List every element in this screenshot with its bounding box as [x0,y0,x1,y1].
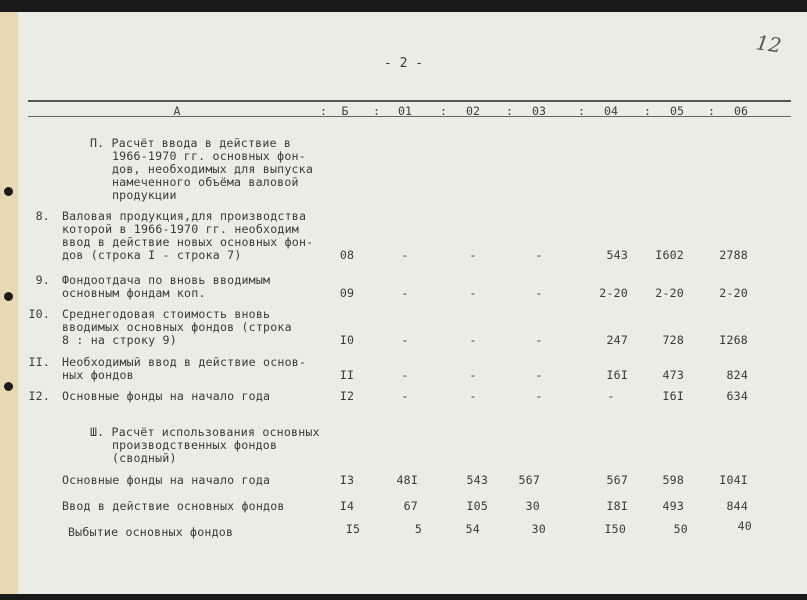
cell-05: 473 [662,368,684,382]
cell-06: 2-20 [719,286,748,300]
column-separator: : [708,104,715,118]
column-header-01: 01 [398,104,412,118]
row-label-line: дов (строка I - строка 7) [62,248,242,262]
cell-02: I05 [466,499,488,513]
cell-02: 543 [466,473,488,487]
row-label-line: основным фондам коп. [62,286,206,300]
row-code: I4 [339,499,355,513]
binding-margin [0,12,18,594]
cell-06: 824 [726,368,748,382]
column-header-02: 02 [466,104,480,118]
cell-04: 543 [606,248,628,262]
handwritten-page-number: 12 [754,30,783,58]
row-label-line: которой в 1966-1970 гг. необходим [62,222,299,236]
column-separator: : [644,104,651,118]
cell-05: 2-20 [655,286,684,300]
cell-05: 728 [662,333,684,347]
cell-01: - [401,389,409,403]
row-label: Ввод в действие основных фондов [62,499,285,513]
table-top-rule [28,100,791,102]
row-code: I0 [339,333,355,347]
row-label-line: Необходимый ввод в действие основ- [62,355,307,369]
row-label-line: вводимых основных фондов (строка [62,320,292,334]
cell-01: - [401,286,409,300]
cell-03: 567 [518,473,540,487]
cell-04: - [607,389,615,403]
column-header-a: А [173,104,181,118]
cell-04: I8I [606,499,628,513]
cell-04: I6I [606,368,628,382]
cell-01: - [401,248,409,262]
row-code: 09 [339,286,355,300]
cell-02: - [469,389,477,403]
column-header-b: Б [341,104,349,118]
column-separator: : [320,104,327,118]
cell-02: - [469,286,477,300]
row-label-line: Основные фонды на начало года [62,389,271,403]
cell-02: - [469,248,477,262]
row-code: II [339,368,355,382]
cell-01: - [401,368,409,382]
row-number: I2. [28,389,50,403]
row-label-line: Среднегодовая стоимость вновь [62,307,271,321]
column-separator: : [373,104,380,118]
row-code: I3 [339,473,355,487]
cell-05: I602 [655,248,684,262]
column-separator: : [506,104,513,118]
row-label-line: ных фондов [62,368,134,382]
row-label: Выбытие основных фондов [68,525,234,539]
punch-hole [4,187,13,196]
cell-04: 2-20 [599,286,628,300]
cell-01: 48I [396,473,418,487]
cell-06: 844 [726,499,748,513]
cell-03: - [535,286,543,300]
cell-03: - [535,248,543,262]
cell-03: - [535,368,543,382]
column-header-06: 06 [734,104,748,118]
cell-06: 634 [726,389,748,403]
row-code: 08 [339,248,355,262]
punch-hole [4,292,13,301]
cell-06: 40 [737,519,752,533]
row-code: I2 [339,389,355,403]
cell-02: - [469,368,477,382]
cell-03: 30 [531,522,546,536]
cell-06: 2788 [719,248,748,262]
cell-05: 493 [662,499,684,513]
cell-02: - [469,333,477,347]
cell-06: I04I [719,473,748,487]
column-separator: : [440,104,447,118]
row-label-line: ввод в действие новых основных фон- [62,235,314,249]
cell-03: - [535,333,543,347]
cell-06: I268 [719,333,748,347]
cell-03: - [535,389,543,403]
row-label: Основные фонды на начало года [62,473,271,487]
column-separator: : [578,104,585,118]
cell-04: I50 [604,522,626,536]
cell-04: 567 [606,473,628,487]
cell-02: 54 [465,522,480,536]
cell-05: I6I [662,389,684,403]
row-number: I0. [28,307,50,321]
cell-05: 598 [662,473,684,487]
cell-04: 247 [606,333,628,347]
row-number: II. [28,355,50,369]
row-number: 8. [35,209,50,223]
cell-01: 67 [403,499,418,513]
cell-01: - [401,333,409,347]
row-label-line: Валовая продукция,для производства [62,209,307,223]
cell-05: 50 [673,522,688,536]
row-number: 9. [35,273,50,287]
column-header-03: 03 [532,104,546,118]
document-page: - 2 - 12 А Б 01 02 03 04 05 06 : : : : : : : П. Расчёт ввода в действие в 1966-1970 гг. основных фон- дов, необходимых для выпуска намеченного объёма валовой продукции 8. Валовая продукция,для производства которой в 1966-1970 гг. необходим ввод в действие новых основных фон- дов (строка I - строка 7) 08 - - - 543 I602 2788 9. Фондоотдача по вновь вводимым основным фондам коп. 09 - - - 2-20 2-20 2-20 I0. Среднегодовая стоимость вновь вводимых основных фондов (строка 8 : на строку 9) I0 - - - 247 728 I268 II. Необходимый ввод в действие основ- ных фондов II - - - I6I 473 824 I2. Основные фонды на начало года I2 - - - - I6I 634 Ш. Расчёт использования основных производственных фондов (сводный) Основные фонды на начало года I3 48I 543 567 567 598 I04I Ввод в действие основных фондов I4 67 I05 30 I8I 493 844 Выбытие основных фондов I5 5 54 30 I50 50 40 [0,12,807,594]
row-label-line: Фондоотдача по вновь вводимым [62,273,271,287]
cell-03: 30 [525,499,540,513]
column-header-04: 04 [604,104,618,118]
column-header-05: 05 [670,104,684,118]
row-code: I5 [345,522,361,536]
row-label-line: 8 : на строку 9) [62,333,177,347]
punch-hole [4,382,13,391]
cell-01: 5 [414,522,422,536]
page-number: - 2 - [383,56,424,71]
